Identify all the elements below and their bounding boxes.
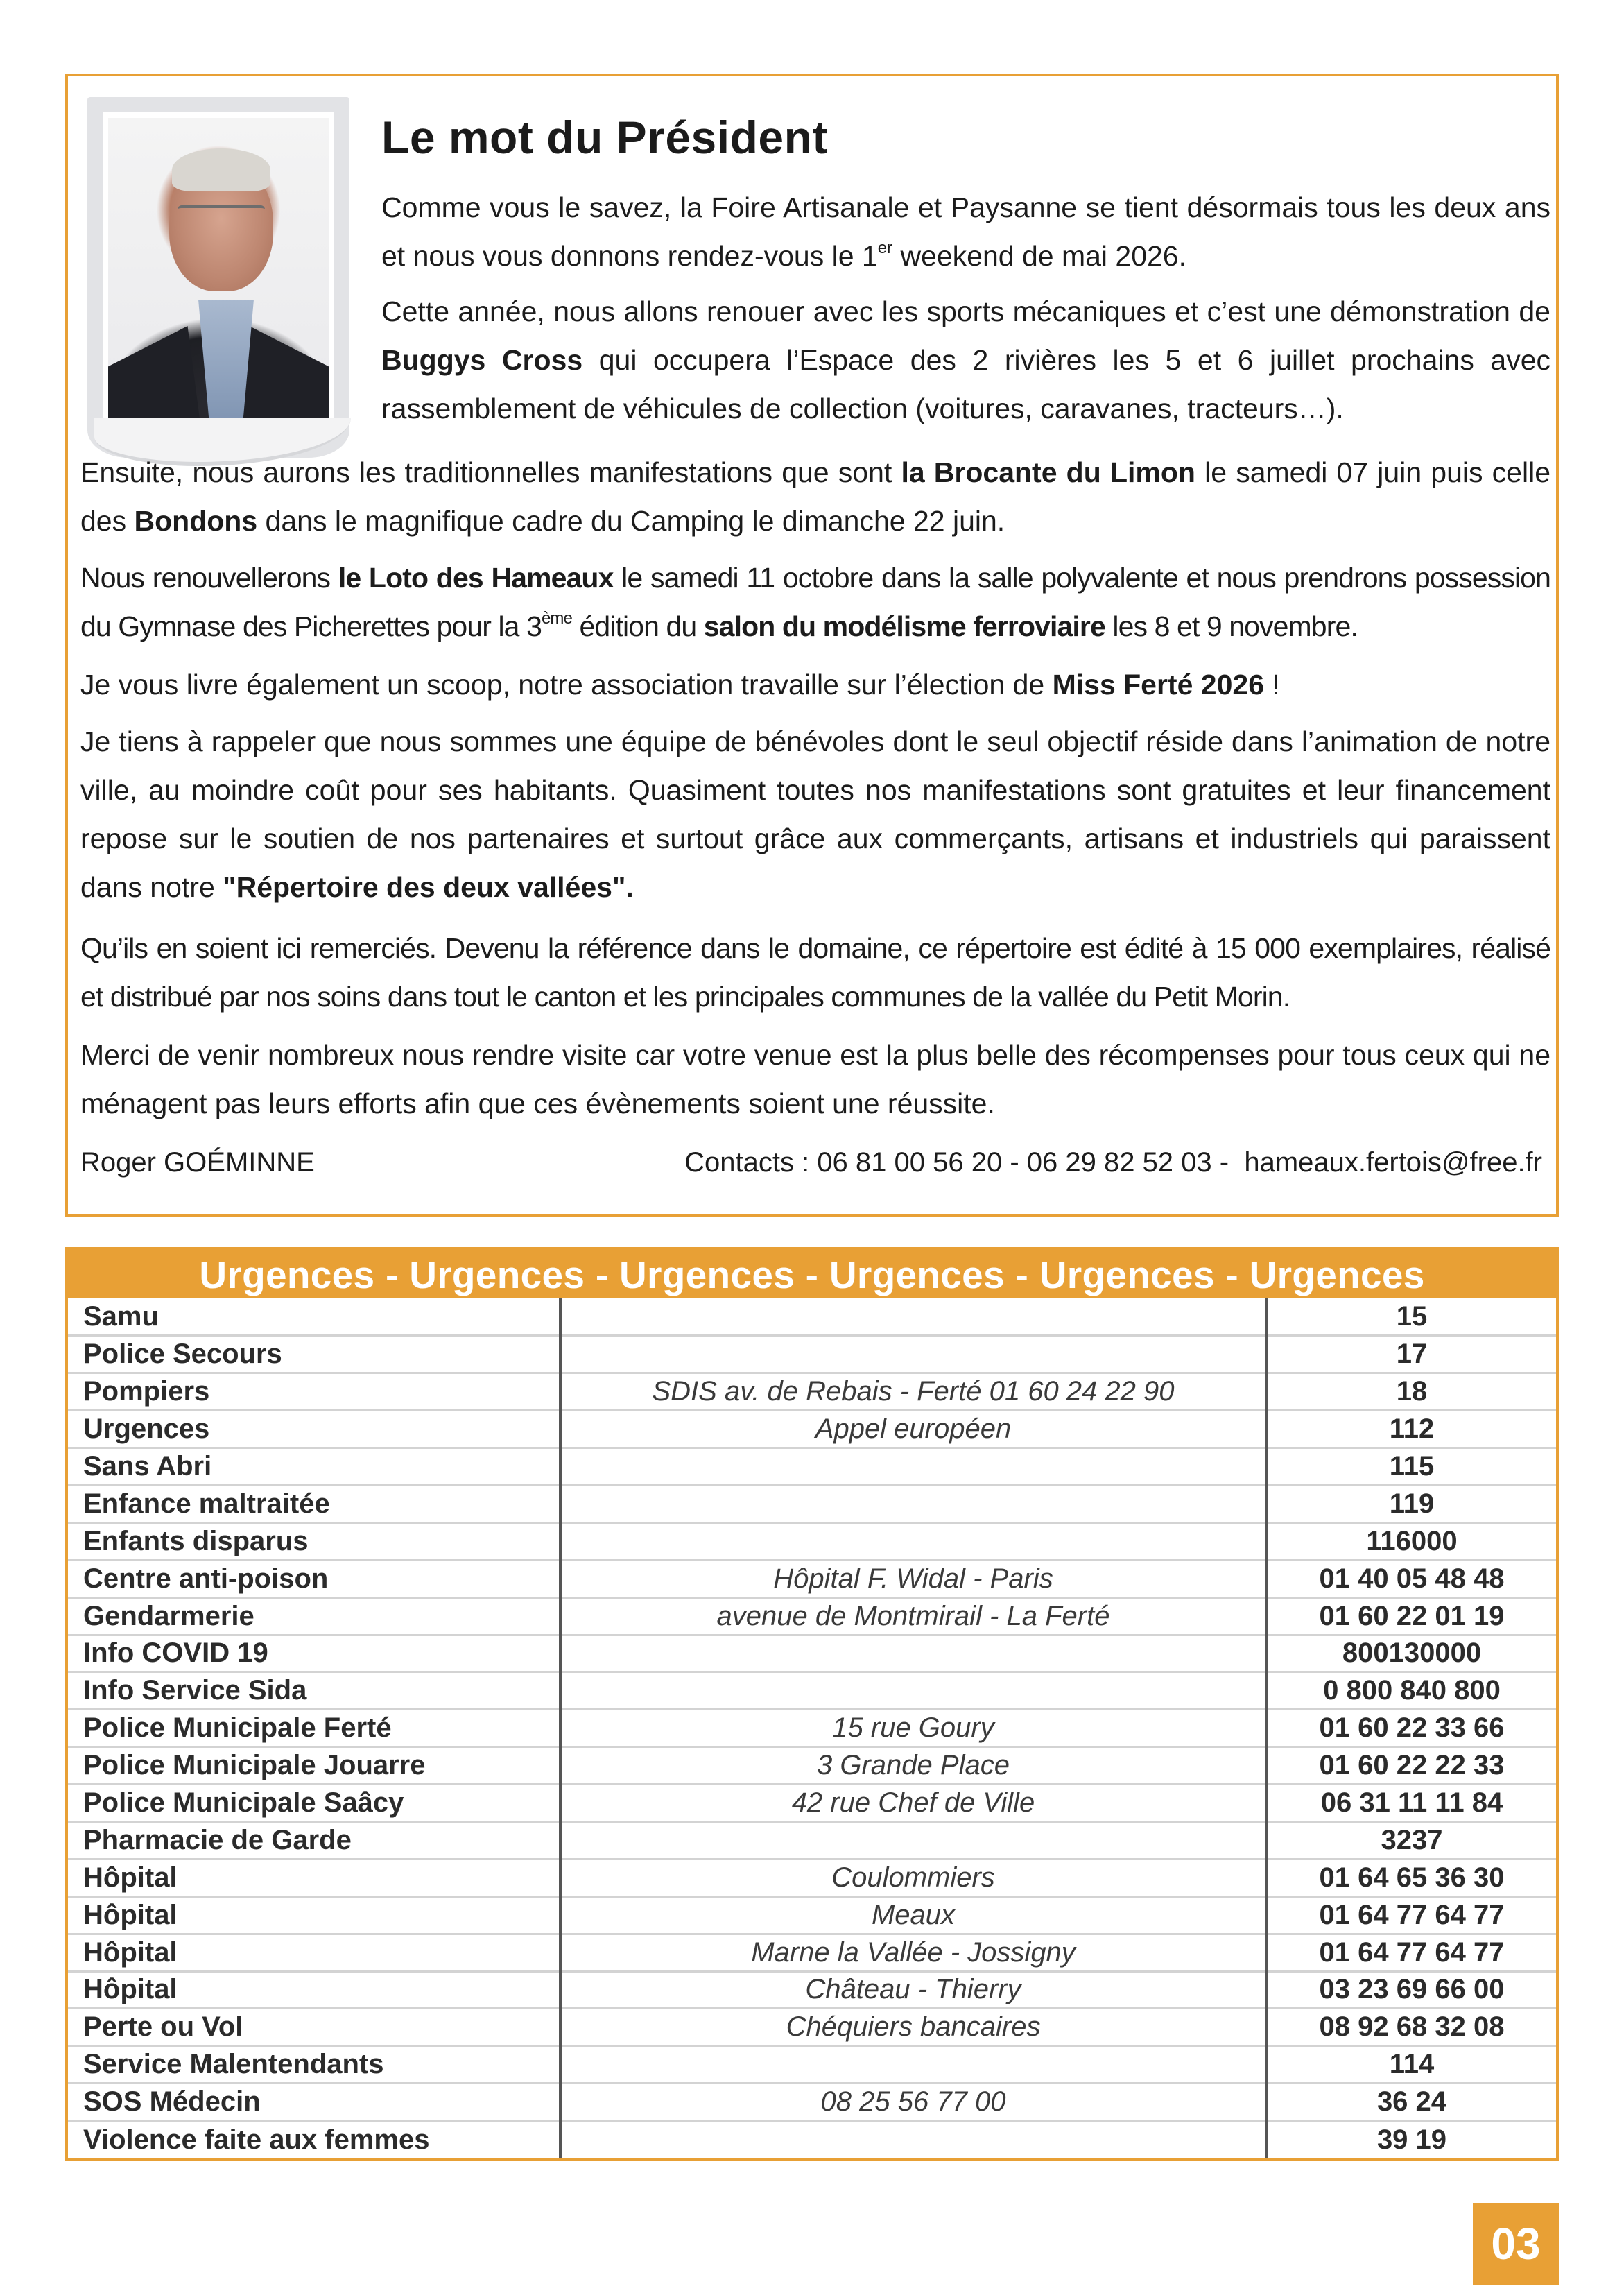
service-detail-cell: Meaux <box>560 1896 1266 1934</box>
table-row <box>68 2121 1556 2158</box>
table-row <box>68 1971 1556 2009</box>
service-name-cell: Perte ou Vol <box>68 2009 560 2046</box>
phone-number-cell: 112 <box>1266 1411 1556 1448</box>
service-name-cell: Centre anti-poison <box>68 1560 560 1597</box>
table-row <box>68 1560 1556 1597</box>
phone-number-cell: 01 60 22 33 66 <box>1266 1710 1556 1747</box>
table-row <box>68 1896 1556 1934</box>
service-detail-cell: 42 rue Chef de Ville <box>560 1785 1266 1822</box>
service-detail-cell <box>560 1635 1266 1672</box>
service-detail-cell: Coulommiers <box>560 1859 1266 1896</box>
paragraph-merci: Merci de venir nombreux nous rendre visite car votre venue est la plus belle des récompenses pour tous ceux qui ne ménagent pas leurs efforts afin que ces évènements soient une réussite. <box>80 1039 1550 1119</box>
paragraph-buggys: Cette année, nous allons renouer avec les sports mécaniques et c’est une démonstration de Buggys Cross qui occupera l’Espace des 2 rivières les 5 et 6 juillet prochains avec rassemblement de véhicules de collection (voitures, caravanes, tracteurs…). <box>381 295 1550 424</box>
service-detail-cell: Chéquiers bancaires <box>560 2009 1266 2046</box>
service-name-cell: SOS Médecin <box>68 2084 560 2121</box>
table-row <box>68 1373 1556 1411</box>
service-name-cell: Police Municipale Saâcy <box>68 1785 560 1822</box>
service-detail-cell: 15 rue Goury <box>560 1710 1266 1747</box>
emergency-table <box>68 1298 1556 2158</box>
service-detail-cell <box>560 1672 1266 1710</box>
service-detail-cell: avenue de Montmirail - La Ferté <box>560 1597 1266 1635</box>
service-name-cell: Pompiers <box>68 1373 560 1411</box>
page-number: 03 <box>1473 2203 1559 2285</box>
phone-number-cell: 01 60 22 22 33 <box>1266 1747 1556 1785</box>
portrait-glasses <box>178 205 265 229</box>
phone-number-cell: 39 19 <box>1266 2121 1556 2158</box>
table-row <box>68 1485 1556 1522</box>
table-row <box>68 1747 1556 1785</box>
table-row <box>68 1336 1556 1373</box>
paragraph-loto: Nous renouvellerons le Loto des Hameaux le samedi 11 octobre dans la salle polyvalente et nous prendrons possession du Gymnase des Picherettes pour la 3ème édition du salon du modélisme ferroviaire les 8 et 9 novembre. <box>80 562 1550 642</box>
table-row <box>68 2009 1556 2046</box>
table-row <box>68 1411 1556 1448</box>
phone-number-cell: 01 64 65 36 30 <box>1266 1859 1556 1896</box>
phone-number-cell: 06 31 11 11 84 <box>1266 1785 1556 1822</box>
table-row <box>68 2046 1556 2084</box>
phone-number-cell: 119 <box>1266 1485 1556 1522</box>
phone-number-cell: 01 64 77 64 77 <box>1266 1934 1556 1971</box>
service-name-cell: Police Secours <box>68 1336 560 1373</box>
phone-number-cell: 01 40 05 48 48 <box>1266 1560 1556 1597</box>
table-row <box>68 1635 1556 1672</box>
service-name-cell: Enfants disparus <box>68 1522 560 1560</box>
table-row <box>68 1710 1556 1747</box>
service-detail-cell <box>560 2121 1266 2158</box>
paragraph-brocante: Ensuite, nous aurons les traditionnelles manifestations que sont la Brocante du Limon le samedi 07 juin puis celle des Bondons dans le magnifique cadre du Camping le dimanche 22 juin. <box>80 456 1551 537</box>
service-detail-cell: 08 25 56 77 00 <box>560 2084 1266 2121</box>
emergency-numbers-box <box>65 1247 1559 2161</box>
paragraph-repertoire: Qu’ils en soient ici remerciés. Devenu la référence dans le domaine, ce répertoire est édité à 15 000 exemplaires, réalisé et distribué par nos soins dans tout le canton et les principales communes de la vallée du Petit Morin. <box>80 932 1550 1013</box>
service-name-cell: Sans Abri <box>68 1448 560 1486</box>
paragraph-miss: Je vous livre également un scoop, notre association travaille sur l’élection de Miss Ferté 2026 ! <box>80 669 1280 701</box>
phone-number-cell: 03 23 69 66 00 <box>1266 1971 1556 2009</box>
phone-number-cell: 36 24 <box>1266 2084 1556 2121</box>
service-detail-cell <box>560 1298 1266 1336</box>
service-name-cell: Enfance maltraitée <box>68 1485 560 1522</box>
phone-number-cell: 114 <box>1266 2046 1556 2084</box>
table-row <box>68 1522 1556 1560</box>
phone-number-cell: 116000 <box>1266 1522 1556 1560</box>
emergency-header: Urgences - Urgences - Urgences - Urgences - Urgences - Urgences <box>68 1250 1556 1298</box>
service-detail-cell <box>560 1522 1266 1560</box>
table-row <box>68 1821 1556 1859</box>
service-name-cell: Info Service Sida <box>68 1672 560 1710</box>
table-row <box>68 1298 1556 1336</box>
service-name-cell: Police Municipale Ferté <box>68 1710 560 1747</box>
table-row <box>68 2084 1556 2121</box>
phone-number-cell: 17 <box>1266 1336 1556 1373</box>
president-message-box <box>65 74 1559 1217</box>
paragraph-foire: Comme vous le savez, la Foire Artisanale et Paysanne se tient désormais tous les deux ans et nous vous donnons rendez-vous le 1er weekend de mai 2026. <box>381 191 1550 272</box>
service-name-cell: Violence faite aux femmes <box>68 2121 560 2158</box>
service-detail-cell: SDIS av. de Rebais - Ferté 01 60 24 22 90 <box>560 1373 1266 1411</box>
service-detail-cell: Château - Thierry <box>560 1971 1266 2009</box>
service-detail-cell <box>560 1448 1266 1486</box>
table-row <box>68 1934 1556 1971</box>
phone-number-cell: 3237 <box>1266 1821 1556 1859</box>
phone-number-cell: 15 <box>1266 1298 1556 1336</box>
contacts-line: Contacts : 06 81 00 56 20 - 06 29 82 52 03 - hameaux.fertois@free.fr <box>684 1147 1542 1178</box>
service-name-cell: Info COVID 19 <box>68 1635 560 1672</box>
phone-number-cell: 115 <box>1266 1448 1556 1486</box>
table-row <box>68 1597 1556 1635</box>
service-detail-cell <box>560 2046 1266 2084</box>
service-detail-cell <box>560 1485 1266 1522</box>
paragraph-benevoles: Je tiens à rappeler que nous sommes une équipe de bénévoles dont le seul objectif réside dans l’animation de notre ville, au moindre coût pour ses habitants. Quasiment toutes nos manifestations sont gratuites et leur financement repose sur le soutien de nos partenaires et surtout grâce aux commerçants, artisans et industriels qui paraissent dans notre "Répertoire des deux vallées". <box>80 725 1550 903</box>
phone-number-cell: 01 60 22 01 19 <box>1266 1597 1556 1635</box>
service-name-cell: Hôpital <box>68 1859 560 1896</box>
signature: Roger GOÉMINNE <box>80 1147 315 1178</box>
service-detail-cell: Hôpital F. Widal - Paris <box>560 1560 1266 1597</box>
president-photo <box>87 97 349 463</box>
service-name-cell: Samu <box>68 1298 560 1336</box>
service-name-cell: Hôpital <box>68 1971 560 2009</box>
phone-number-cell: 01 64 77 64 77 <box>1266 1896 1556 1934</box>
service-detail-cell: Marne la Vallée - Jossigny <box>560 1934 1266 1971</box>
president-title: Le mot du Président <box>381 112 828 163</box>
service-name-cell: Hôpital <box>68 1896 560 1934</box>
service-name-cell: Service Malentendants <box>68 2046 560 2084</box>
service-name-cell: Pharmacie de Garde <box>68 1821 560 1859</box>
phone-number-cell: 800130000 <box>1266 1635 1556 1672</box>
portrait-image <box>103 112 334 431</box>
service-detail-cell <box>560 1336 1266 1373</box>
service-name-cell: Hôpital <box>68 1934 560 1971</box>
service-detail-cell: 3 Grande Place <box>560 1747 1266 1785</box>
service-name-cell: Police Municipale Jouarre <box>68 1747 560 1785</box>
table-row <box>68 1859 1556 1896</box>
portrait-hair <box>172 148 270 191</box>
phone-number-cell: 08 92 68 32 08 <box>1266 2009 1556 2046</box>
service-name-cell: Gendarmerie <box>68 1597 560 1635</box>
table-row <box>68 1448 1556 1486</box>
service-name-cell: Urgences <box>68 1411 560 1448</box>
table-row <box>68 1785 1556 1822</box>
table-row <box>68 1672 1556 1710</box>
service-detail-cell: Appel européen <box>560 1411 1266 1448</box>
phone-number-cell: 0 800 840 800 <box>1266 1672 1556 1710</box>
service-detail-cell <box>560 1821 1266 1859</box>
phone-number-cell: 18 <box>1266 1373 1556 1411</box>
